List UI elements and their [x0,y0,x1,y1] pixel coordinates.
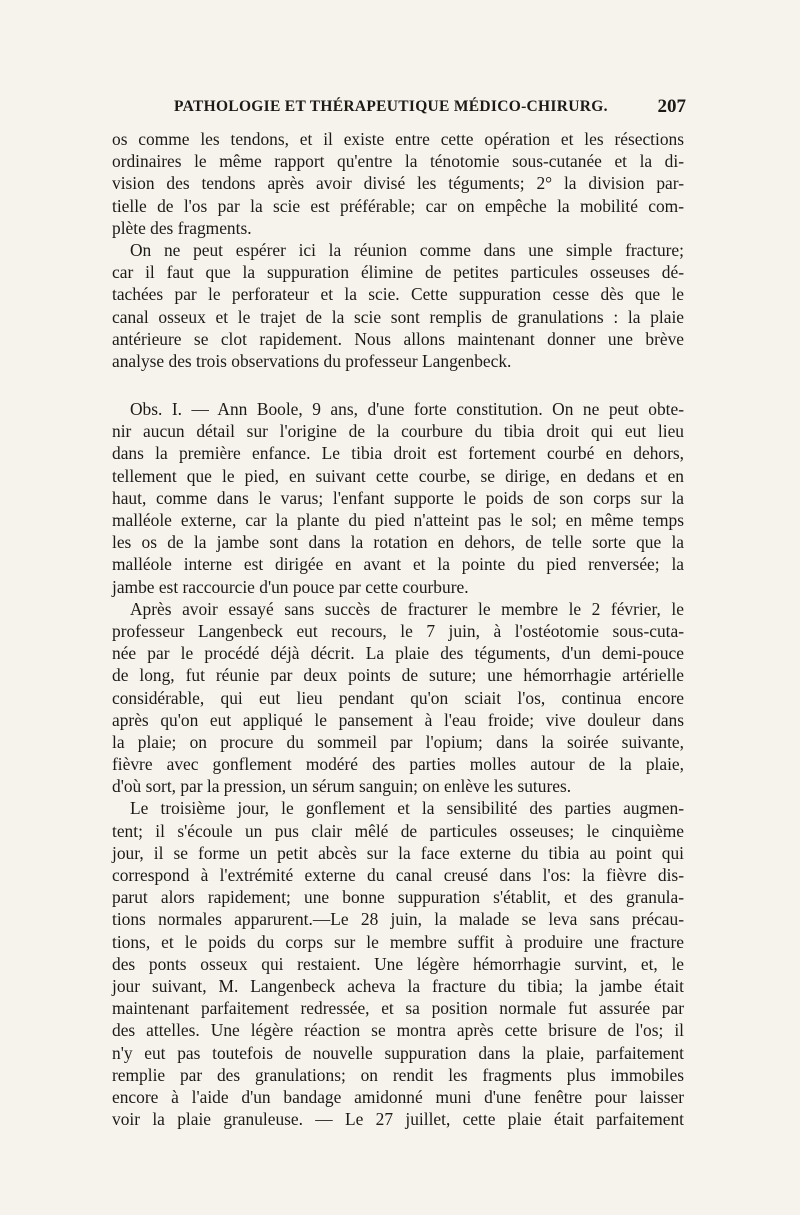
text-line: encore à l'aide d'un bandage amidonné muni d'une fenêtre pour laisser [112,1086,684,1107]
paragraph [112,398,684,598]
text-line: jour, il se forme un petit abcès sur la face externe du tibia au point qui [112,842,684,863]
text-line: professeur Langenbeck eut recours, le 7 juin, à l'ostéotomie sous-cuta- [112,620,684,641]
text-line: nir aucun détail sur l'origine de la courbure du tibia droit qui eut lieu [112,421,684,442]
text-line: remplie par des granulations; on rendit les fragments plus immobiles [112,1064,684,1085]
text-line: des ponts osseux qui restaient. Une légère hémorrhagie survint, et, le [112,953,684,974]
text-line: d'où sort, par la pression, un sérum sanguin; on enlève les sutures. [112,776,572,797]
text-line: tions normales apparurent.—Le 28 juin, la malade se leva sans précau- [112,909,684,930]
text-line: dans la première enfance. Le tibia droit est fortement courbé en dehors, [112,443,684,464]
text-line: maintenant parfaitement redressée, et sa position normale fut assurée par [112,998,684,1019]
text-line: os comme les tendons, et il existe entre cette opération et les résections [112,129,684,149]
running-title: PATHOLOGIE ET THÉRAPEUTIQUE MÉDICO-CHIRURG. [174,98,608,115]
text-line: les os de la jambe sont dans la rotation en dehors, de telle sorte que la [112,532,684,553]
text-line: n'y eut pas toutefois de nouvelle suppuration dans la plaie, parfaitement [112,1042,684,1063]
text-line: des attelles. Une légère réaction se montra après cette brisure de l'os; il [112,1020,684,1041]
paragraph [112,239,684,372]
text-line: canal osseux et le trajet de la scie sont remplis de granulations : la plaie [112,306,684,327]
text-line: parut alors rapidement; une bonne suppuration s'établit, et des granula- [112,887,684,908]
text-line: née par le procédé déjà décrit. La plaie des téguments, d'un demi-pouce [112,643,684,664]
paragraph [112,598,684,798]
text-line: ordinaires le même rapport qu'entre la ténotomie sous-cutanée et la di- [112,151,684,172]
text-line: voir la plaie granuleuse. — Le 27 juillet, cette plaie était parfaitement [112,1109,684,1130]
running-header [112,96,686,124]
text-line: antérieure se clot rapidement. Nous allons maintenant donner une brève [112,328,684,349]
text-line: analyse des trois observations du professeur Langenbeck. [112,350,512,371]
text-line: malléole externe, car la plante du pied n'atteint pas le sol; en même temps [112,510,684,530]
text-line: de long, fut réunie par deux points de suture; une hémorrhagie artérielle [112,665,684,686]
text-line: On ne peut espérer ici la réunion comme dans une simple fracture; [130,239,684,260]
paragraph-gap [112,372,684,398]
text-line: tions, et le poids du corps sur le membre suffit à produire une fracture [112,931,684,952]
text-line: tachées par le perforateur et la scie. Cette suppuration cesse dès que le [112,284,684,305]
page-number: 207 [657,96,686,117]
text-line: haut, comme dans le varus; l'enfant supporte le poids de son corps sur la [112,487,684,508]
text-line: Obs. I. — Ann Boole, 9 ans, d'une forte constitution. On ne peut obte- [130,399,684,420]
text-line: Après avoir essayé sans succès de fracturer le membre le 2 février, le [130,598,684,619]
text-line: vision des tendons après avoir divisé les téguments; 2° la division par- [112,173,684,194]
text-line: plète des fragments. [112,217,252,238]
page-body [112,128,684,1130]
text-line: la plaie; on procure du sommeil par l'opium; dans la soirée suivante, [112,731,684,752]
text-line: fièvre avec gonflement modéré des parties molles autour de la plaie, [112,754,684,775]
text-line: après qu'on eut appliqué le pansement à l'eau froide; vive douleur dans [112,709,684,730]
text-line: correspond à l'extrémité externe du canal creusé dans l'os: la fièvre dis- [112,865,684,885]
text-line: jour suivant, M. Langenbeck acheva la fracture du tibia; la jambe était [112,975,684,996]
text-line: tent; il s'écoule un pus clair mêlé de particules osseuses; le cinquième [112,820,684,841]
text-line: car il faut que la suppuration élimine de petites particules osseuses dé- [112,262,684,283]
paragraph [112,128,684,239]
text-line: tielle de l'os par la scie est préférable; car on empêche la mobilité com- [112,195,684,216]
text-line: jambe est raccourcie d'un pouce par cette courbure. [112,576,469,597]
text-line: tellement que le pied, en suivant cette courbe, se dirige, en dedans et en [112,465,684,486]
text-line: Le troisième jour, le gonflement et la sensibilité des parties augmen- [130,798,684,819]
paragraph [112,797,684,1130]
text-line: malléole interne est dirigée en avant et la pointe du pied renversée; la [112,554,684,575]
text-line: considérable, qui eut lieu pendant qu'on sciait l'os, continua encore [112,687,684,708]
